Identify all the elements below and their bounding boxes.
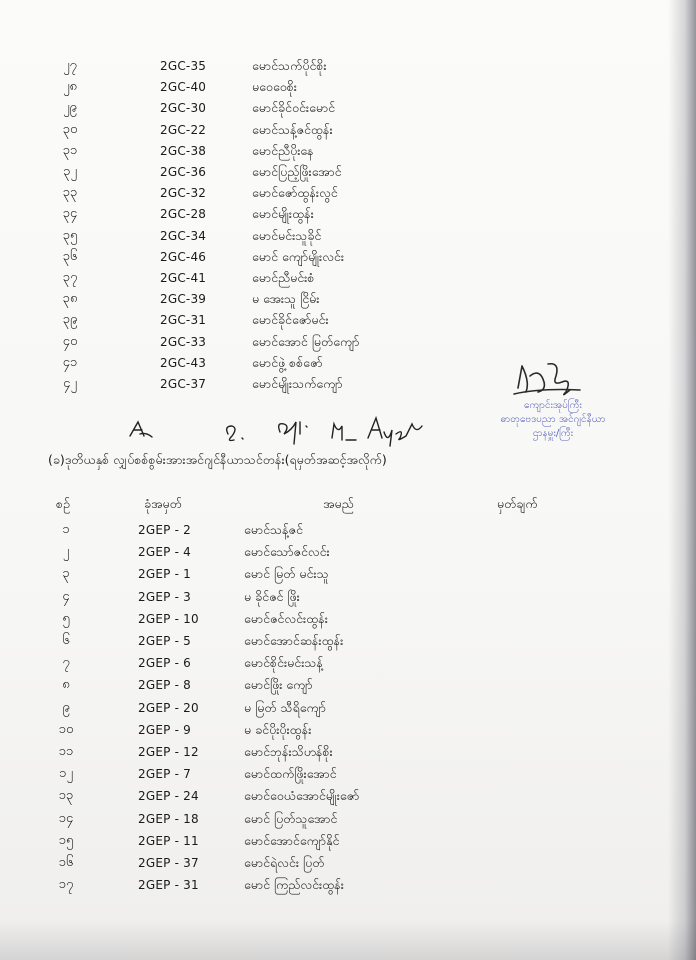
student-name: မောင်သန့်ဇင်	[244, 522, 303, 537]
list-row	[0, 609, 680, 629]
row-number: ၃၆	[62, 248, 78, 264]
student-name: မောင်မျိုးထွန်း	[252, 206, 314, 222]
list-row	[0, 226, 680, 246]
stamp-line-1: ကျောင်းအုပ်ကြီး	[524, 400, 582, 411]
student-name: မောင်ဇော်ထွန်းလွင်	[252, 185, 338, 201]
student-name: မောင်မျိုးသက်ကျော်	[252, 376, 343, 391]
row-number: ၃	[62, 566, 70, 582]
stamp-line-3: ဌာနမှူး/ကြီး	[532, 428, 574, 439]
row-number: ၅	[62, 610, 70, 626]
column-header-remark: မှတ်ချက်	[497, 496, 538, 511]
list-row	[0, 653, 680, 673]
row-number: ၃၉	[62, 312, 78, 328]
list-row	[0, 764, 680, 784]
list-row	[0, 204, 680, 224]
seat-number: 2GC-36	[160, 165, 207, 179]
list-row	[0, 289, 680, 309]
seat-number: 2GC-30	[160, 101, 207, 116]
page-shadow-bottom	[0, 920, 696, 960]
student-name: မောင်မင်းသူခိုင်	[252, 227, 322, 243]
row-number: ၃၄	[62, 206, 78, 222]
seat-number: 2GC-32	[160, 186, 207, 201]
list-row	[0, 98, 680, 118]
seat-number: 2GC-31	[160, 313, 207, 328]
student-name: မောင်အောင်ဆန်းထွန်း	[244, 633, 344, 648]
list-row	[0, 77, 680, 97]
student-name: မောင်ဝေယံအောင်မျိုးဇော်	[244, 788, 360, 804]
row-number: ၁၆	[58, 855, 74, 870]
list-row	[0, 587, 680, 607]
student-name: မောင်ဇင်လင်းထွန်း	[244, 610, 328, 626]
seat-number: 2GC-38	[160, 143, 207, 158]
row-number: ၁၀	[58, 721, 74, 737]
row-number: ၂၉	[63, 100, 77, 116]
list-row	[0, 742, 680, 762]
seat-number: 2GEP - 10	[138, 611, 199, 626]
row-number: ၃၈	[62, 291, 78, 307]
list-row	[0, 56, 680, 76]
row-number: ၁၃	[58, 788, 74, 804]
list-row	[0, 268, 680, 288]
list-row	[0, 120, 680, 140]
row-number: ၂၇	[63, 58, 77, 73]
list-row	[0, 698, 680, 718]
seat-number: 2GEP - 2	[138, 523, 191, 537]
list-row	[0, 564, 680, 584]
section-heading: (ခ)ဒုတိယနှစ် လျှပ်စစ်စွမ်းအားအင်ဂျင်နီယာသင်တန်း(ရမှတ်အဆင့်အလိုက်)	[48, 452, 387, 467]
list-row	[0, 141, 680, 161]
list-row	[0, 809, 680, 829]
student-name: မောင်ခိုင်ဇော်မင်း	[252, 312, 329, 328]
seat-number: 2GEP - 3	[138, 589, 191, 604]
row-number: ၁၄	[58, 810, 74, 826]
student-name: မောင်ညီမင်းစံ	[252, 270, 315, 285]
list-row	[0, 332, 680, 352]
seat-number: 2GC-39	[160, 292, 207, 307]
seat-number: 2GEP - 12	[138, 745, 199, 759]
row-number: ၆	[62, 633, 70, 648]
student-name: မောင်အောင်ကျော်နိုင်	[244, 832, 340, 848]
row-number: ၃၅	[62, 227, 78, 243]
student-name: မ ခိုင်ဇင် ဖြိုး	[244, 588, 300, 604]
row-number: ၃၂	[63, 164, 77, 179]
student-name: မောင်ထက်ဖြိုးအောင်	[244, 766, 337, 782]
list-row	[0, 162, 680, 182]
row-number: ၁၇	[58, 877, 74, 893]
student-name: မောင်ဖွဲ့ စစ်ဇော်	[252, 354, 323, 370]
student-name: မောင် ပြတ်သူအောင်	[244, 810, 338, 826]
row-number: ၉	[62, 699, 70, 715]
official-stamp	[478, 354, 628, 439]
row-number: ၃၁	[62, 142, 78, 158]
column-header-no: စဉ်	[56, 496, 70, 511]
list-row	[0, 853, 680, 873]
seat-number: 2GEP - 1	[138, 567, 191, 582]
row-number: ၁	[62, 522, 70, 537]
row-number: ၁၁	[58, 744, 74, 759]
row-number: ၇	[62, 655, 70, 671]
row-number: ၁၅	[58, 832, 74, 848]
student-name: မောင်သော်ဇင်လင်း	[244, 544, 330, 560]
column-header-name: အမည်	[323, 496, 354, 511]
seat-number: 2GC-33	[160, 334, 207, 349]
seat-number: 2GEP - 9	[138, 722, 191, 737]
seat-number: 2GEP - 4	[138, 545, 191, 560]
seat-number: 2GC-46	[160, 249, 207, 264]
seat-number: 2GC-41	[160, 271, 207, 285]
seat-number: 2GC-34	[160, 228, 207, 243]
seat-number: 2GEP - 18	[138, 811, 199, 826]
seat-number: 2GEP - 5	[138, 634, 191, 648]
student-name: မောင်ပြည့်ဖြိုးအောင်	[252, 164, 342, 179]
seat-number: 2GC-37	[160, 377, 207, 391]
seat-number: 2GEP - 20	[138, 700, 199, 715]
list-row	[0, 831, 680, 851]
student-name: မောင် ကြည်လင်းထွန်း	[244, 877, 344, 893]
seat-number: 2GC-40	[160, 80, 207, 95]
student-name: မဝေဝေစိုး	[252, 79, 297, 95]
seat-number: 2GC-22	[160, 122, 207, 137]
seat-number: 2GC-43	[160, 355, 207, 370]
student-name: မောင်သက်ပိုင်စိုး	[252, 58, 327, 73]
row-number: ၃၀	[62, 121, 78, 137]
row-number: ၃၃	[62, 185, 78, 201]
seat-number: 2GC-35	[160, 59, 207, 73]
seat-number: 2GEP - 8	[138, 678, 191, 693]
student-name: မောင်ဖြိုး ကျော်	[244, 677, 313, 693]
student-name: မောင်အောင် မြတ်ကျော်	[252, 333, 360, 349]
list-row	[0, 247, 680, 267]
seat-number: 2GEP - 31	[138, 878, 199, 893]
seat-number: 2GEP - 37	[138, 856, 199, 870]
row-number: ၂	[62, 544, 70, 560]
list-row	[0, 720, 680, 740]
student-name: မ မြတ် သီရိကျော်	[244, 699, 326, 715]
row-number: ၄၂	[63, 376, 77, 391]
row-number: ၄၁	[62, 354, 78, 370]
row-number: ၁၂	[59, 766, 73, 782]
list-row	[0, 310, 680, 330]
stamp-line-2: ဓာတုဗေဒပညာ အင်ဂျင်နီယာ	[500, 414, 606, 425]
list-row	[0, 675, 680, 695]
student-name: မောင်ညီပိုးနေ	[252, 142, 314, 158]
list-row	[0, 631, 680, 651]
row-number: ၄၀	[62, 333, 78, 349]
list-row	[0, 786, 680, 806]
student-name: မောင် မြတ် မင်းသူ	[244, 566, 329, 582]
handwritten-signatures	[120, 404, 450, 450]
list-row	[0, 520, 680, 540]
student-name: မောင်ဘုန်းသိဟန်စိုး	[244, 744, 333, 759]
seat-number: 2GEP - 6	[138, 656, 191, 671]
column-header-seat-no: ခုံအမှတ်	[144, 496, 182, 511]
student-name: မောင်ရဲလင်း ပြတ်	[244, 855, 325, 870]
row-number: ၃၇	[62, 270, 78, 285]
student-name: မောင်သန့်ဇင်ထွန်း	[252, 121, 333, 137]
seat-number: 2GEP - 11	[138, 833, 199, 848]
student-name: မ အေးသူ ငြိမ်း	[252, 291, 320, 307]
student-name: မ ခင်ပိုးပိုးထွန်း	[244, 721, 312, 737]
seat-number: 2GEP - 7	[138, 767, 191, 782]
row-number: ၄	[62, 588, 70, 604]
seat-number: 2GEP - 24	[138, 789, 199, 804]
list-row	[0, 183, 680, 203]
student-name: မောင်ခိုင်ဝင်းမောင်	[252, 100, 336, 116]
student-name: မောင် ကျော်မျိုးလင်း	[252, 248, 345, 264]
student-name: မောင်စိုင်းမင်းသန့်	[244, 655, 323, 671]
row-number: ၂၈	[63, 79, 77, 95]
seat-number: 2GC-28	[160, 207, 207, 222]
row-number: ၈	[62, 677, 70, 693]
list-row	[0, 875, 680, 895]
list-row	[0, 542, 680, 562]
